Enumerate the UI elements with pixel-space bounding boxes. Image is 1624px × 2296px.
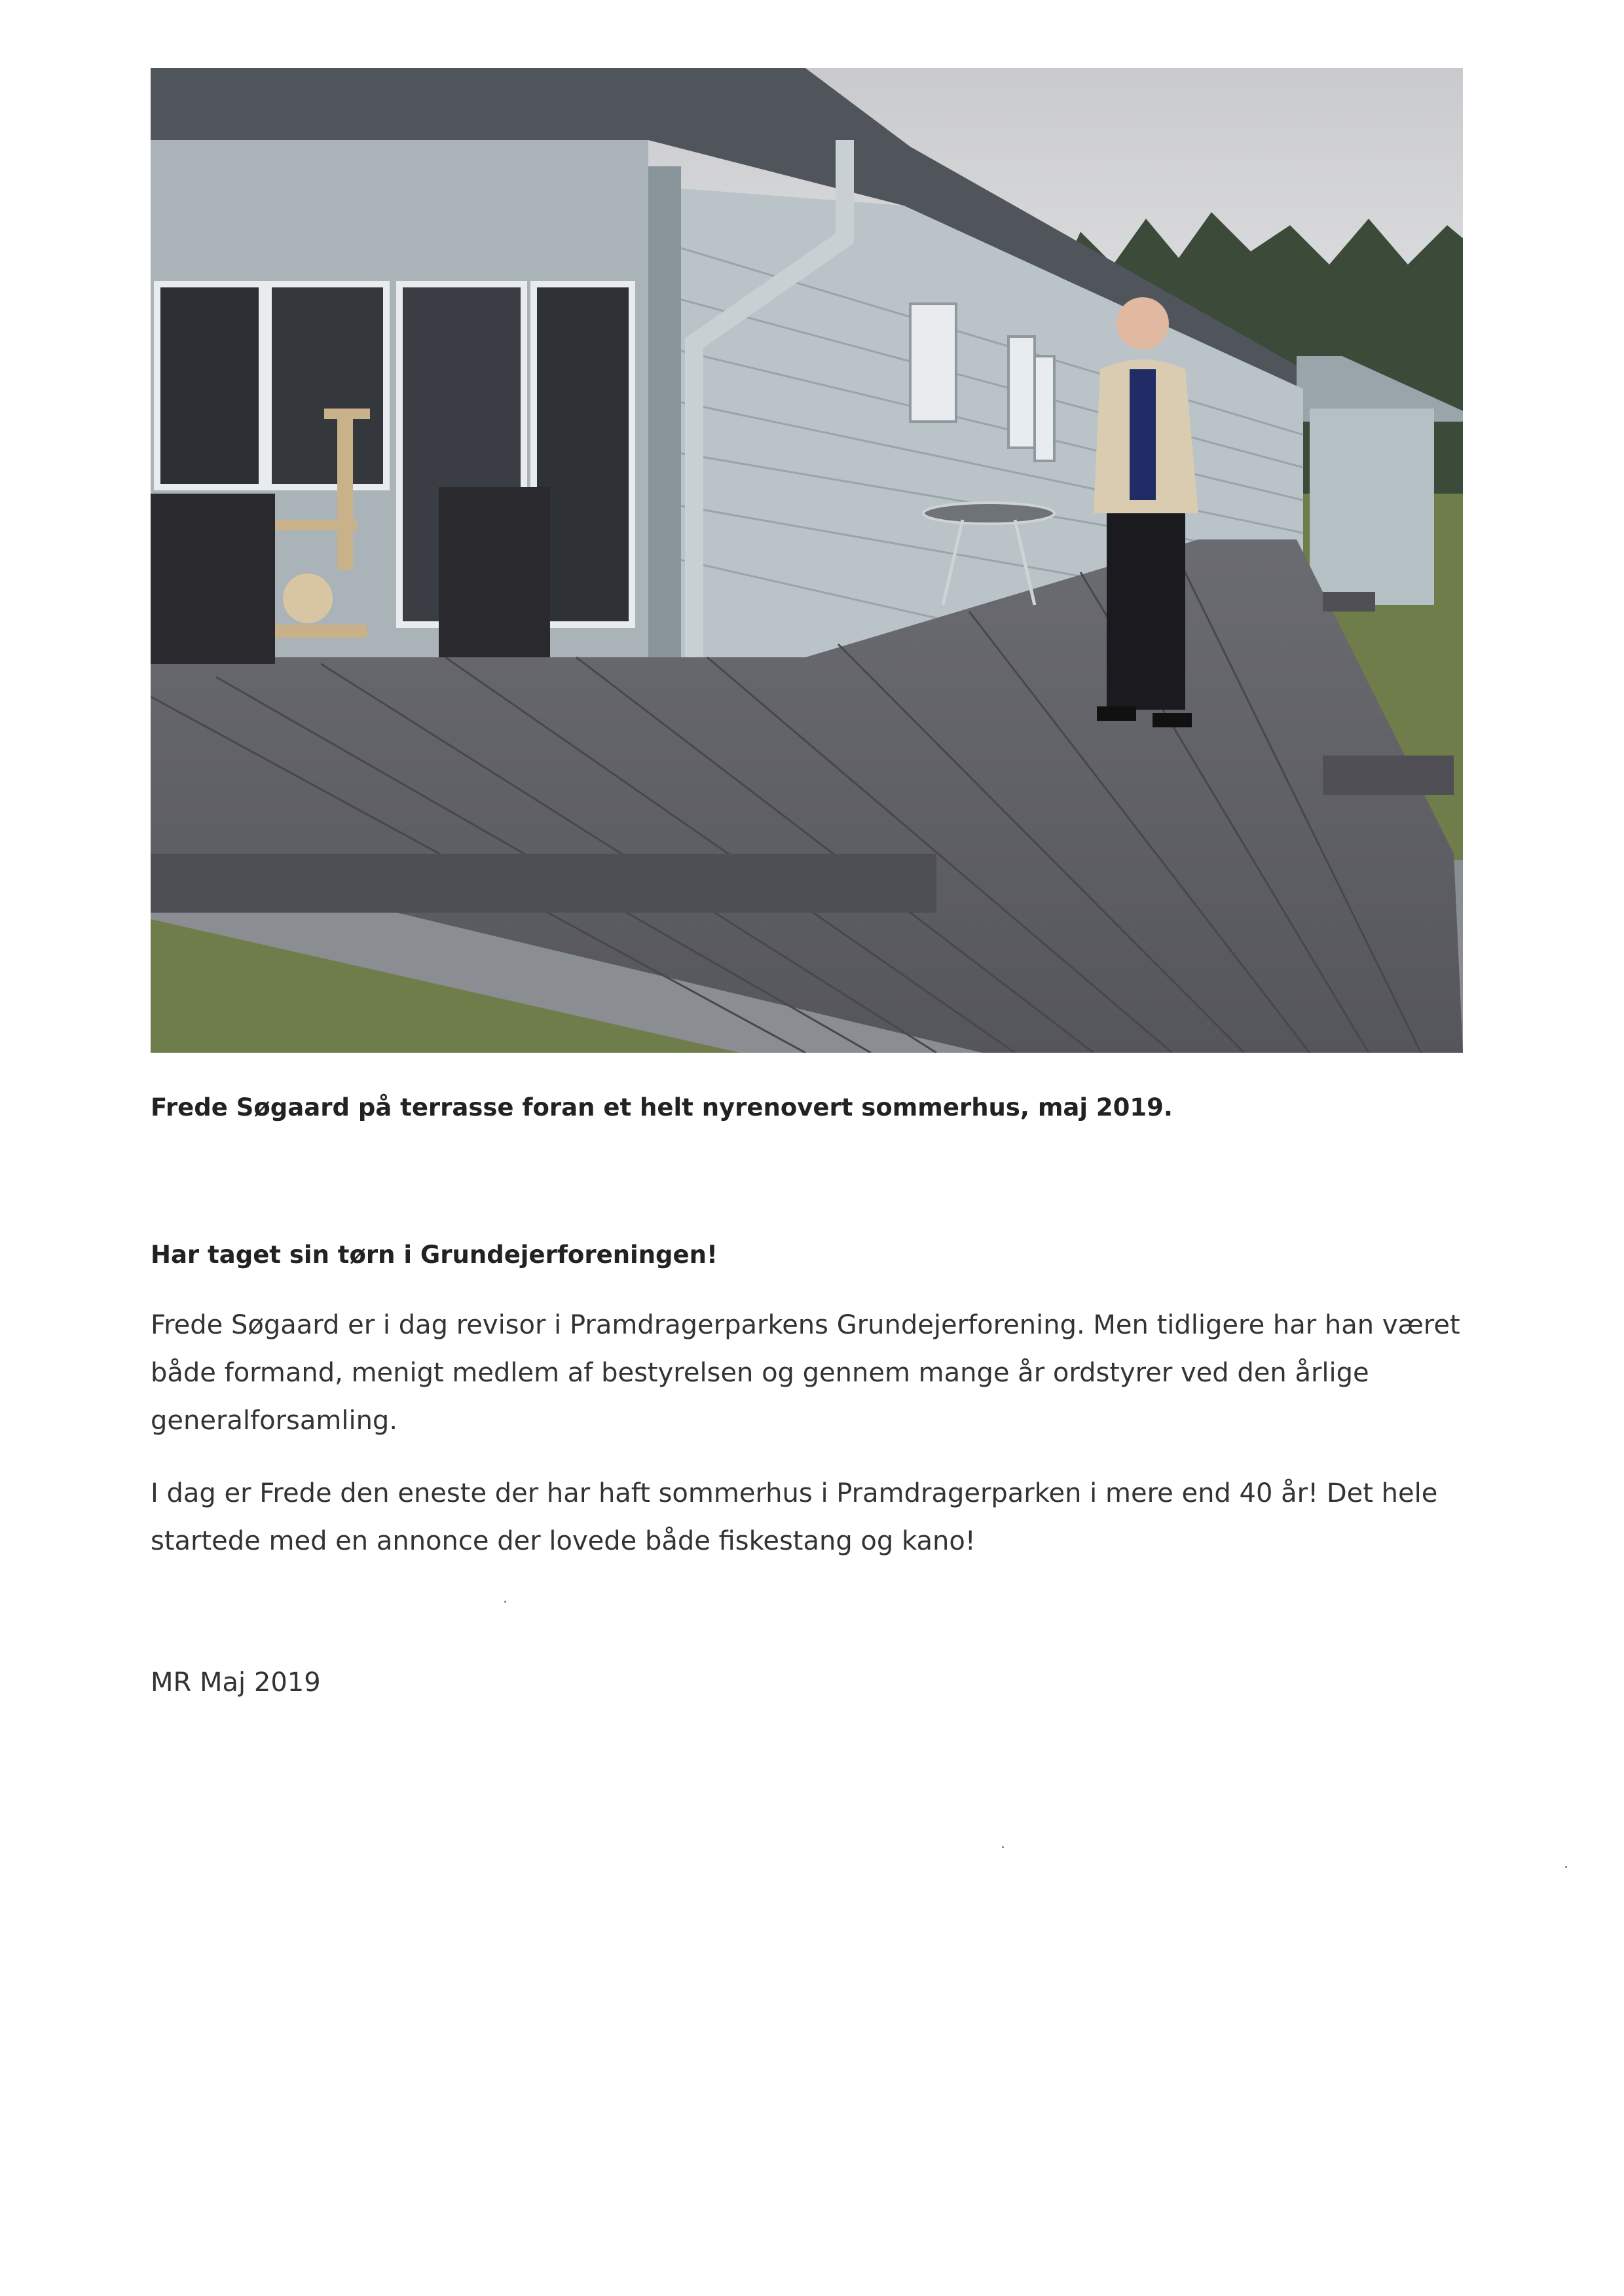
photo-caption: Frede Søgaard på terrasse foran et helt nyrenovert sommerhus, maj 2019. <box>151 1093 1173 1121</box>
step-small <box>1323 592 1375 611</box>
chair-left <box>151 494 275 664</box>
scan-speck <box>1565 1866 1567 1868</box>
deck-edge <box>151 854 936 913</box>
chair-right <box>439 487 550 657</box>
annex <box>1310 409 1434 605</box>
scan-speck <box>1002 1846 1004 1848</box>
house-terrace-photo <box>151 68 1463 1053</box>
photo-illustration <box>151 68 1463 1053</box>
step <box>1323 756 1454 795</box>
scan-speck <box>504 1601 506 1603</box>
paragraph-2: I dag er Frede den eneste der har haft sommerhus i Pramdragerparken i mere end 40 år! Det hele startede med en annonce der lovede både fiskestang og kano! <box>151 1478 1438 1556</box>
signature: MR Maj 2019 <box>151 1667 321 1698</box>
article-heading: Har taget sin tørn i Grundejerforeningen! <box>151 1241 718 1269</box>
paragraph-1: Frede Søgaard er i dag revisor i Pramdragerparkens Grundejerforening. Men tidligere har han været både formand, menigt medlem af bestyrelsen og gennem mange år ordstyrer ved den årlige generalforsamling. <box>151 1310 1460 1436</box>
